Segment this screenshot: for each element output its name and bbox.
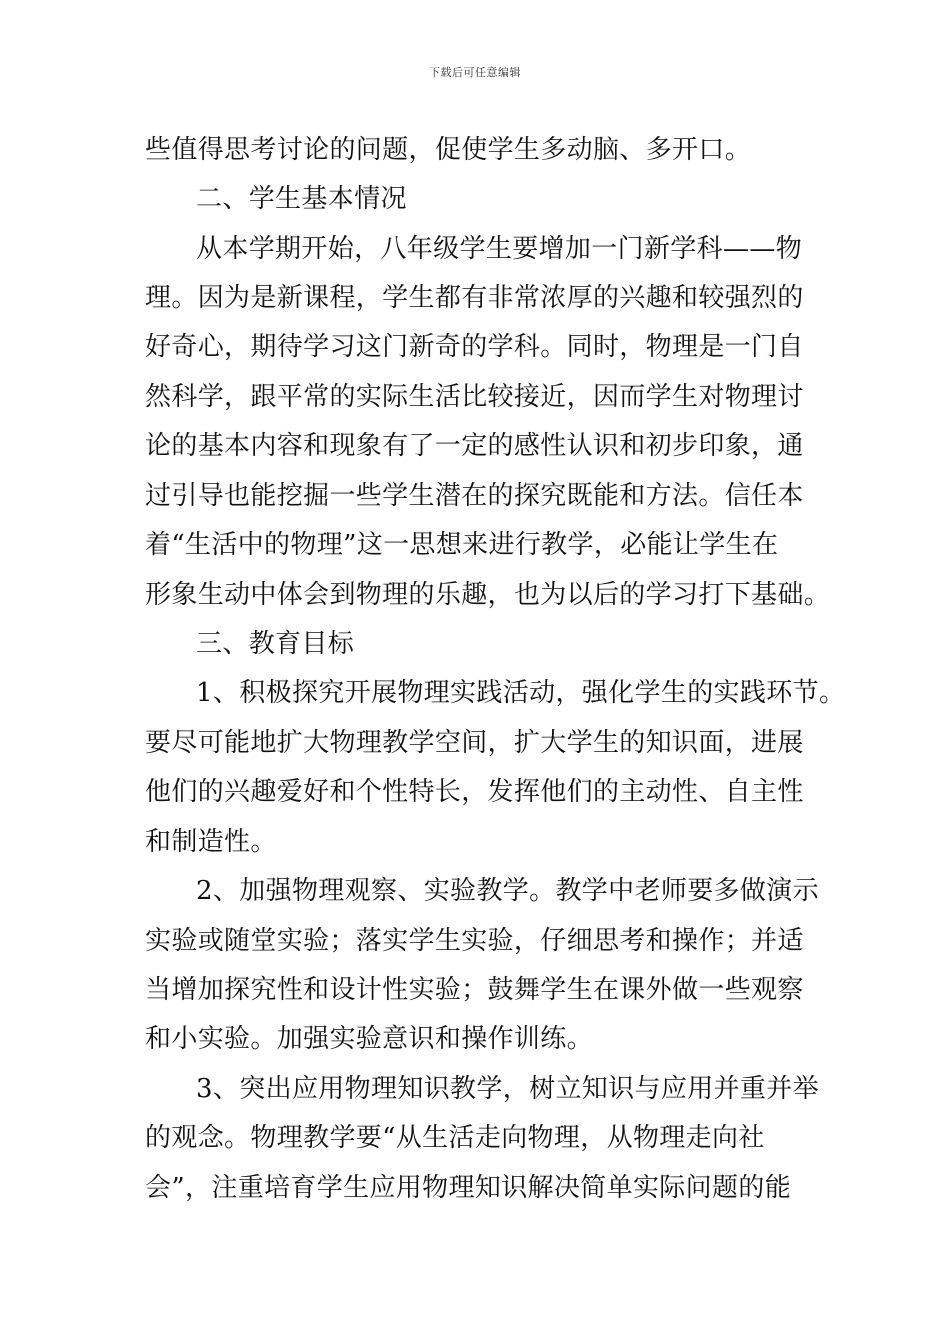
body-line: 1、积极探究开展物理实践活动，强化学生的实践环节。 xyxy=(196,678,846,708)
body-line: 3、突出应用物理知识教学，树立知识与应用并重并举 xyxy=(196,1074,819,1104)
body-line: 和小实验。加强实验意识和操作训练。 xyxy=(145,1024,593,1054)
body-line: 要尽可能地扩大物理教学空间，扩大学生的知识面，进展 xyxy=(145,728,804,758)
body-line: 理。因为是新课程，学生都有非常浓厚的兴趣和较强烈的 xyxy=(145,283,804,313)
section-heading: 二、学生基本情况 xyxy=(196,184,407,214)
body-line: 过引导也能挖掘一些学生潜在的探究既能和方法。信任本 xyxy=(145,481,804,511)
body-line: 他们的兴趣爱好和个性特长，发挥他们的主动性、自主性 xyxy=(145,777,804,807)
body-line: 些值得思考讨论的问题，促使学生多动脑、多开口。 xyxy=(145,135,752,165)
body-line: 2、加强物理观察、实验教学。教学中老师要多做演示 xyxy=(196,876,819,906)
body-line: 会”，注重培育学生应用物理知识解决简单实际问题的能 xyxy=(145,1173,792,1203)
body-line: 好奇心，期待学习这门新奇的学科。同时，物理是一门自 xyxy=(145,332,804,362)
body-line: 着“生活中的物理”这一思想来进行教学，必能让学生在 xyxy=(145,530,779,560)
body-line: 当增加探究性和设计性实验；鼓舞学生在课外做一些观察 xyxy=(145,975,804,1005)
section-heading: 三、教育目标 xyxy=(196,629,355,659)
body-line: 形象生动中体会到物理的乐趣，也为以后的学习打下基础。 xyxy=(145,580,831,610)
body-line: 和制造性。 xyxy=(145,827,277,857)
body-line: 的观念。物理教学要“从生活走向物理，从物理走向社 xyxy=(145,1123,765,1153)
page-header: 下载后可任意编辑 xyxy=(429,66,521,79)
body-line: 从本学期开始，八年级学生要增加一门新学科——物 xyxy=(196,234,803,264)
body-line: 实验或随堂实验；落实学生实验，仔细思考和操作；并适 xyxy=(145,926,804,956)
body-line: 然科学，跟平常的实际生活比较接近，因而学生对物理讨 xyxy=(145,382,804,412)
body-line: 论的基本内容和现象有了一定的感性认识和初步印象，通 xyxy=(145,431,804,461)
